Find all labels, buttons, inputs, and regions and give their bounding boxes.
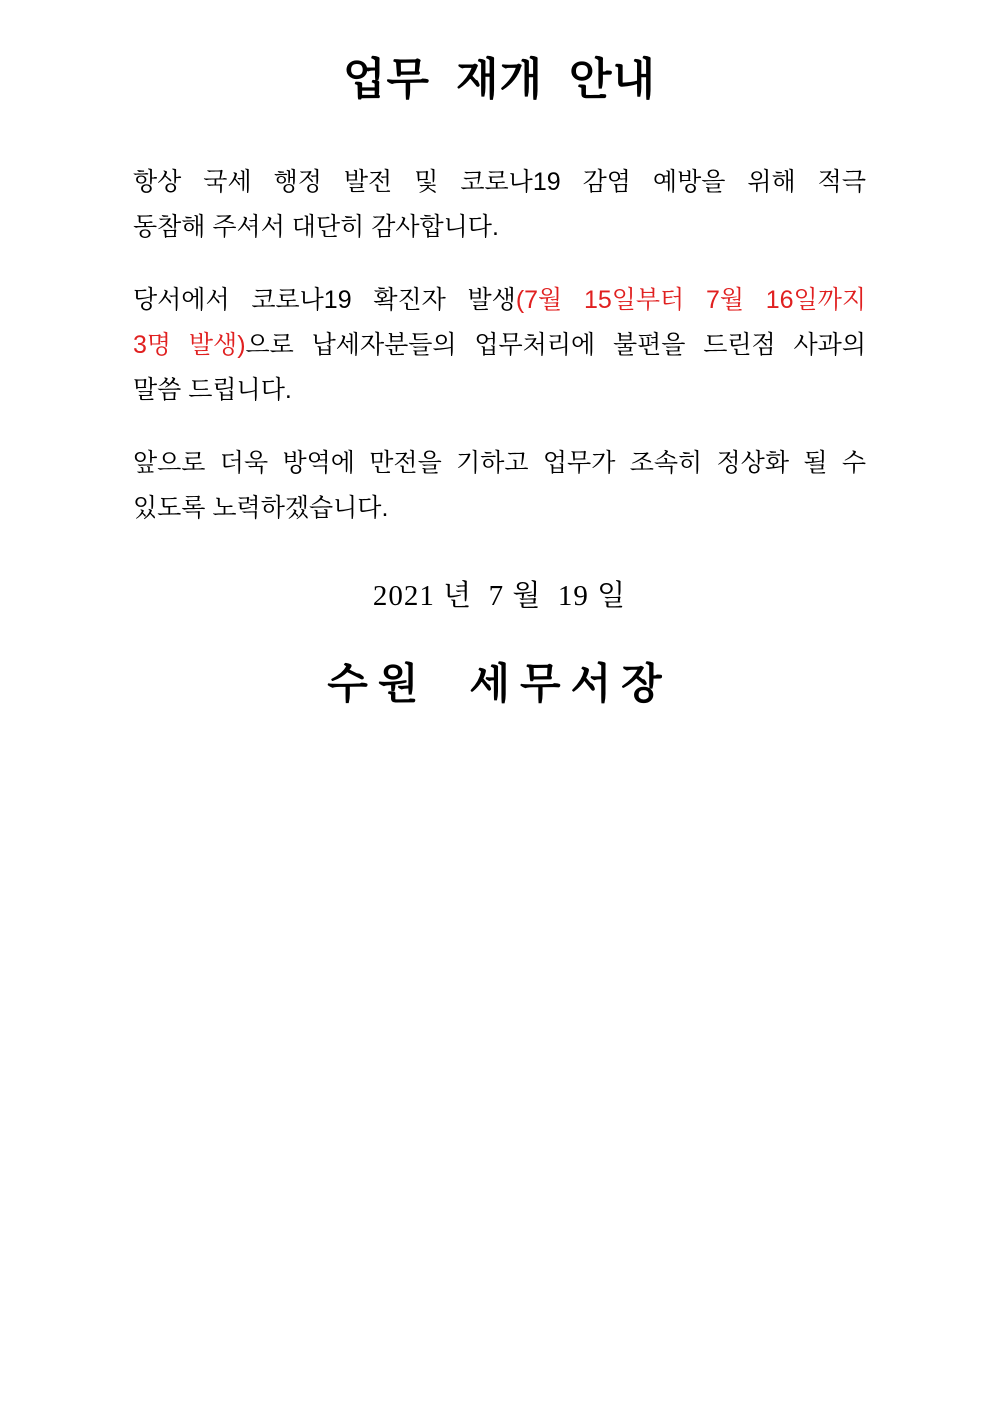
paragraph-text: 앞으로 더욱 방역에 만전을 기하고 업무가 조속히 정상화 될 수 xyxy=(133,449,866,477)
date-line: 2021 년 7 월 19 일 xyxy=(372,580,627,612)
highlighted-text: (7월 15일부터 7월 16일까지 xyxy=(515,286,866,314)
document-body xyxy=(133,160,866,531)
signature-line: 수원 세무서장 xyxy=(327,662,672,708)
paragraph-text: 당서에서 코로나19 확진자 발생 xyxy=(133,286,516,314)
notice-paragraph-apology xyxy=(133,278,866,413)
text-line xyxy=(133,205,866,250)
notice-paragraph-thanks xyxy=(133,160,866,250)
notice-paragraph-promise xyxy=(133,441,866,531)
text-line xyxy=(133,486,866,531)
text-line xyxy=(133,441,866,486)
paragraph-text: 동참해 주셔서 대단히 감사합니다. xyxy=(133,213,499,241)
text-line xyxy=(133,323,866,368)
paragraph-text: 으로 납세자분들의 업무처리에 불편을 드린점 사과의 xyxy=(245,331,866,359)
text-line xyxy=(133,368,866,413)
text-line xyxy=(133,278,866,323)
page-title: 업무 재개 안내 xyxy=(342,55,657,104)
paragraph-text: 항상 국세 행정 발전 및 코로나19 감염 예방을 위해 적극 xyxy=(133,168,866,196)
paragraph-text: 말씀 드립니다. xyxy=(133,376,292,404)
text-line xyxy=(133,160,866,205)
paragraph-text: 있도록 노력하겠습니다. xyxy=(133,494,389,522)
highlighted-text: 3명 발생) xyxy=(133,331,246,359)
